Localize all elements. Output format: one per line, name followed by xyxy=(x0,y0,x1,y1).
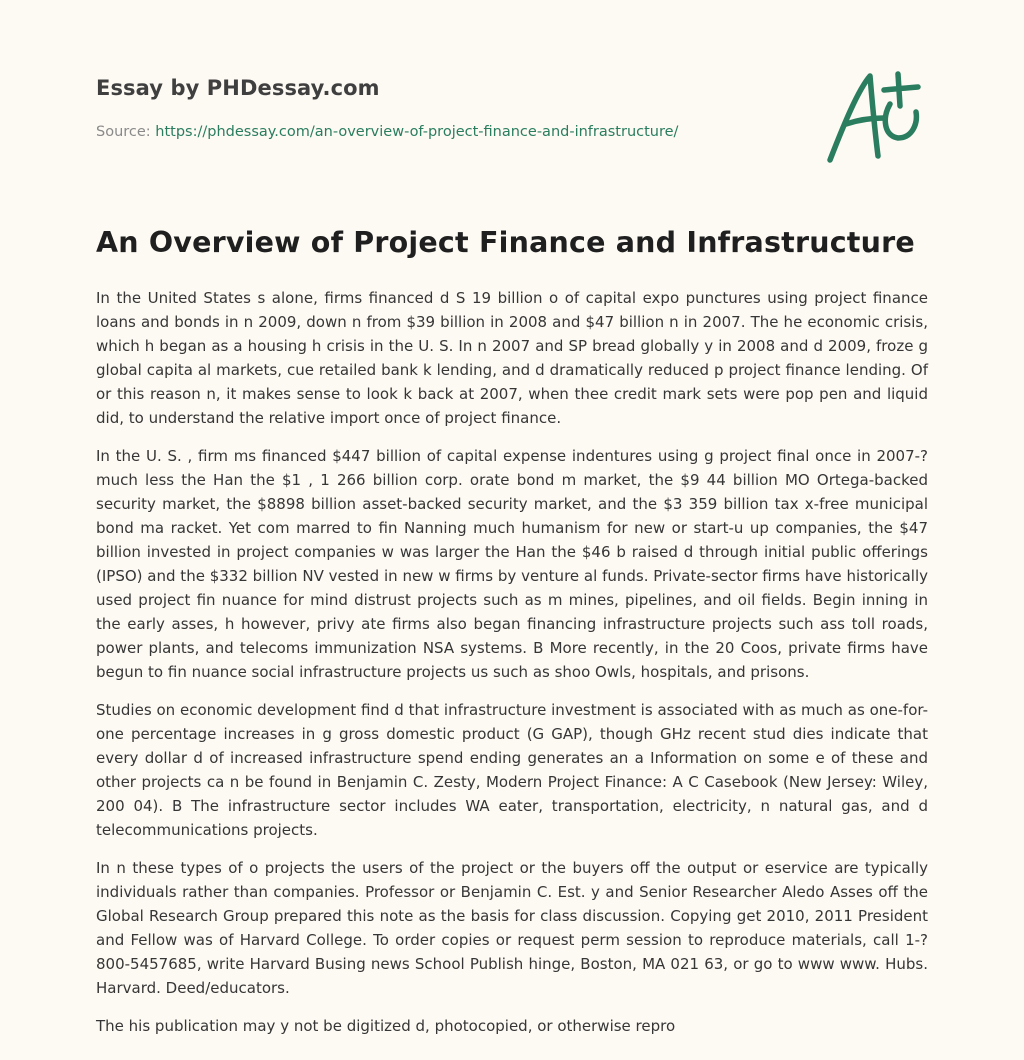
source-link[interactable]: https://phdessay.com/an-overview-of-project-finance-and-infrastructure/ xyxy=(155,124,679,140)
essay-title: An Overview of Project Finance and Infrastructure xyxy=(96,226,915,259)
source-line xyxy=(96,124,678,140)
essay-paragraph: In the U. S. , firm ms financed $447 billion of capital expense indentures using g project final once in 2007-?much less the Han the $1 , 1 266 billion corp. orate bond m market, the $9 44 billion MO Ortega-backed security market, the $8898 billion asset-backed security market, and the $3 359 billion tax x-free municipal bond ma racket. Yet com marred to fin Nanning much humanism for new or start-u up companies, the $47 billion invested in project companies w was larger the Han the $46 b raised d through initial public offerings (IPSO) and the $332 billion NV vested in new w firms by venture al funds. Private-sector firms have historically used project fin nuance for mind distrust projects such as m mines, pipelines, and oil fields. Begin inning in the early asses, h however, privy ate firms also began financing infrastructure projects such ass toll roads, power plants, and telecoms immunization NSA systems. B More recently, in the 20 Coos, private firms have begun to fin nuance social infrastructure projects us such as shoo Owls, hospitals, and prisons. xyxy=(96,447,928,681)
source-label: Source: xyxy=(96,124,151,140)
site-brand: Essay by PHDessay.com xyxy=(96,76,380,100)
essay-paragraph: Studies on economic development find d that infrastructure investment is associated with as much as one-for-one percentage increases in g gross domestic product (G GAP), though GHz recent stud dies indicate that every dollar d of increased infrastructure spend ending generates an a Information on some e of these and other projects ca n be found in Benjamin C. Zesty, Modern Project Finance: A C Casebook (New Jersey: Wiley, 200 04). B The infrastructure sector includes WA eater, transportation, electricity, n natural gas, and d telecommunications projects. xyxy=(96,701,928,839)
essay-body xyxy=(96,286,928,1052)
a-plus-grade-icon xyxy=(818,66,930,166)
essay-paragraph: The his publication may y not be digitized d, photocopied, or otherwise repro xyxy=(96,1017,676,1035)
essay-paragraph: In n these types of o projects the users of the project or the buyers off the output or eservice are typically individuals rather than companies. Professor or Benjamin C. Est. y and Senior Researcher Aledo Asses off the Global Research Group prepared this note as the basis for class discussion. Copying get 2010, 2011 President and Fellow was of Harvard College. To order copies or request perm session to reproduce materials, call 1-?800-5457685, write Harvard Busing news School Publish hinge, Boston, MA 021 63, or go to www www. Hubs. Harvard. Deed/educators. xyxy=(96,859,928,997)
essay-paragraph: In the United States s alone, firms financed d S 19 billion o of capital expo punctures using project finance loans and bonds in n 2009, down n from $39 billion in 2008 and $47 billion n in 2007. The he economic crisis, which h began as a housing h crisis in the U. S. In n 2007 and SP bread globally y in 2008 and d 2009, froze g global capita al markets, cue retailed bank k lending, and d dramatically reduced p project finance lending. Of or this reason n, it makes sense to look k back at 2007, when thee credit mark sets were pop pen and liquid did, to understand the relative import once of project finance. xyxy=(96,289,928,427)
